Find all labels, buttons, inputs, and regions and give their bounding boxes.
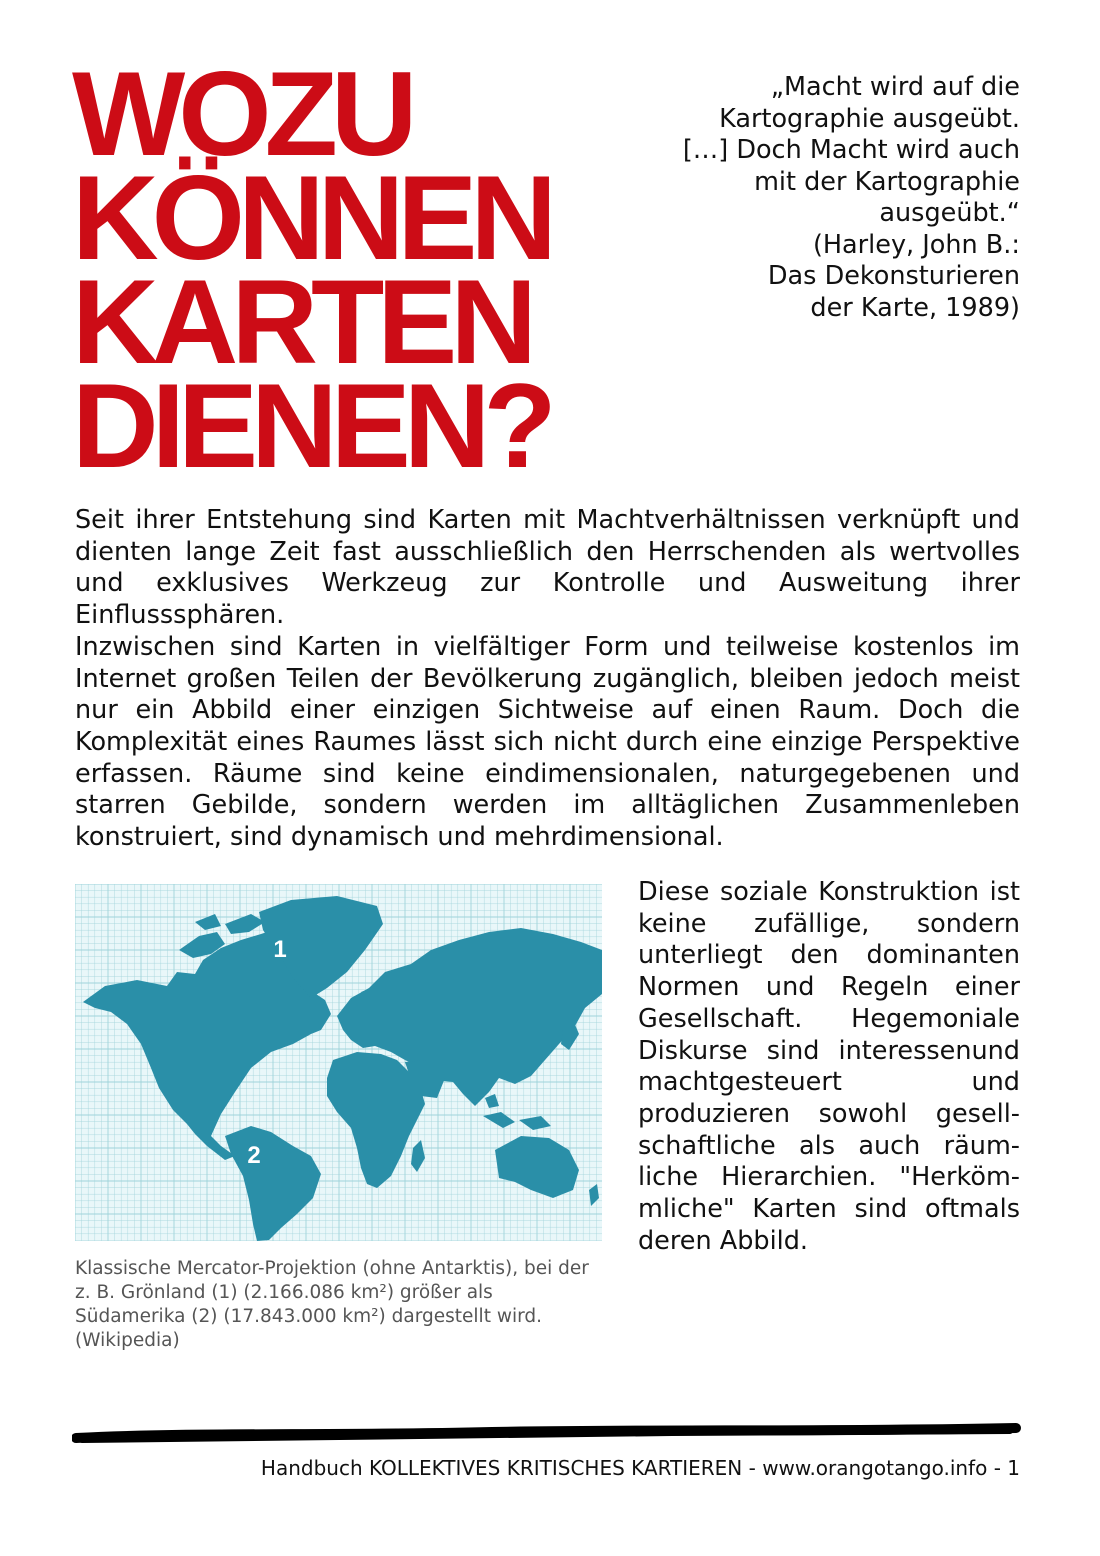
quote-line: […] Doch Macht wird auch — [682, 135, 1020, 165]
map-label-south-america: 2 — [247, 1142, 261, 1169]
quote-line: ausgeübt.“ — [879, 198, 1020, 228]
intro-paragraph-2: Inzwischen sind Karten in vielfältiger Form und teilweise kostenlos im Internet großen Teilen der Bevölkerung zugänglich, bleiben jedoch meist nur ein Abbild einer einzigen Sichtweise auf einen Raum. Doch die Komplexität eines Raumes lässt sich nicht durch eine einzige Perspektive erfassen. Räume sind keine eindimensionalen, naturgegebenen und starren Gebilde, sondern werden im alltäglichen Zusammenleben konstruiert, sind dynamisch und mehrdimensional. — [75, 631, 1020, 853]
intro-text — [75, 505, 1020, 854]
quote-line: „Macht wird auf die — [770, 72, 1020, 102]
map-label-greenland: 1 — [273, 936, 287, 963]
quote-line: mit der Kartographie — [754, 166, 1020, 197]
quote-source-line: (Harley, John B.: — [812, 229, 1020, 260]
brush-divider — [72, 1420, 1022, 1450]
headline — [72, 47, 612, 493]
intro-paragraph-1: Seit ihrer Entstehung sind Karten mit Machtverhältnissen verknüpft und dienten lange Zeit fast ausschließlich den Herrschenden als wertvolles und exklusives Werkzeug zur Kontrolle und Ausweitung ihrer Einflusssphären. — [75, 505, 1020, 631]
quote — [600, 72, 1020, 324]
footer: Handbuch KOLLEKTIVES KRITISCHES KARTIEREN - www.orangotango.info - 1 — [260, 1456, 1020, 1480]
headline-line-1: WOZU — [72, 47, 411, 181]
quote-source-line: Das Dekonsturieren — [767, 261, 1020, 291]
quote-line: Kartographie ausgeübt. — [719, 103, 1020, 134]
world-map-image — [75, 884, 602, 1241]
quote-source-line: der Karte, 1989) — [810, 292, 1020, 323]
side-text: Diese soziale Konstruktion ist keine zufällige, sondern unterliegt den dominanten Normen und Regeln einer Gesellschaft. Hegemoniale Diskurse sind interessenund machtgesteuert und produzieren sowohl gesellschaftliche als auch räumliche Hierarchien. "Herkömmliche" Karten sind oftmals deren Abbild. — [638, 877, 1020, 1256]
map-caption: Klassische Mercator-Projektion (ohne Antarktis), bei der z. B. Grönland (1) (2.166.086 km²) größer als Südamerika (2) (17.843.000 km²) dargestellt wird. (Wikipedia) — [75, 1258, 589, 1351]
headline-line-4: DIENEN? — [72, 359, 550, 493]
headline-line-2: KÖNNEN — [72, 151, 551, 285]
headline-line-3: KARTEN — [72, 255, 530, 389]
mercator-map — [75, 884, 602, 1241]
